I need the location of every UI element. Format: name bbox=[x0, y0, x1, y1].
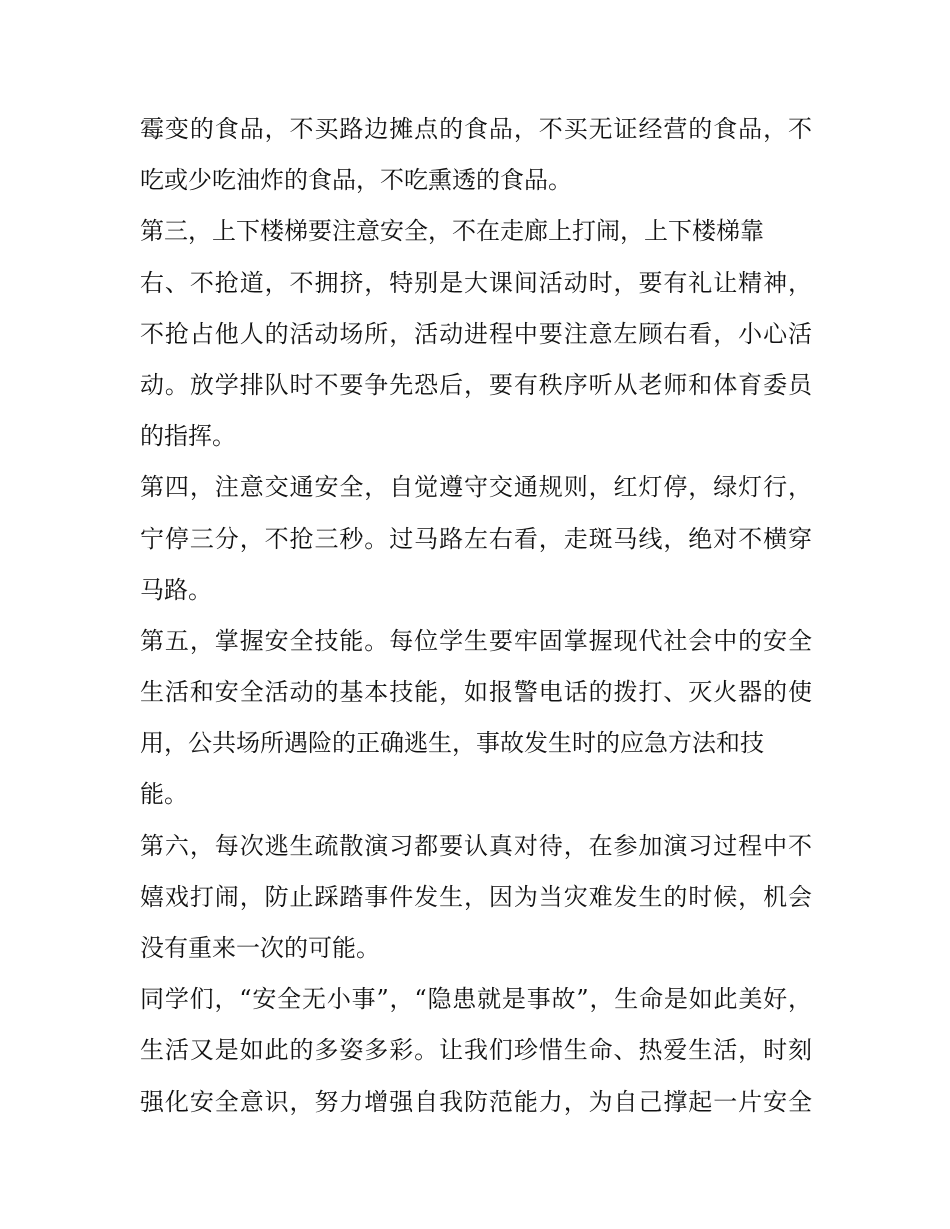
text-line: 能。 bbox=[140, 780, 188, 809]
text-line: 吃或少吃油炸的食品，不吃熏透的食品。 bbox=[140, 166, 572, 195]
text-line: 生活和安全活动的基本技能，如报警电话的拨打、灭火器的使 bbox=[140, 678, 812, 707]
text-line: 用，公共场所遇险的正确逃生，事故发生时的应急方法和技 bbox=[140, 729, 764, 758]
text-line: 霉变的食品，不买路边摊点的食品，不买无证经营的食品，不 bbox=[140, 115, 812, 143]
text-line: 动。放学排队时不要争先恐后，要有秩序听从老师和体育委员 bbox=[140, 370, 812, 399]
text-line: 没有重来一次的可能。 bbox=[140, 934, 380, 962]
text-line: 宁停三分，不抢三秒。过马路左右看，走斑马线，绝对不横穿 bbox=[140, 524, 812, 553]
text-line: 嬉戏打闹，防止踩踏事件发生，因为当灾难发生的时候，机会 bbox=[140, 882, 812, 911]
text-line: 第五，掌握安全技能。每位学生要牢固掌握现代社会中的安全 bbox=[140, 626, 812, 655]
text-line: 生活又是如此的多姿多彩。让我们珍惜生命、热爱生活，时刻 bbox=[140, 1036, 812, 1065]
text-line: 第六，每次逃生疏散演习都要认真对待，在参加演习过程中不 bbox=[140, 831, 812, 860]
text-line: 第三，上下楼梯要注意安全，不在走廊上打闹，上下楼梯靠 bbox=[140, 217, 764, 246]
text-line: 强化安全意识，努力增强自我防范能力，为自己撑起一片安全 bbox=[140, 1087, 812, 1116]
text-line: 第四，注意交通安全，自觉遵守交通规则，红灯停，绿灯行， bbox=[140, 473, 812, 502]
text-line: 右、不抢道，不拥挤，特别是大课间活动时，要有礼让精神， bbox=[140, 268, 812, 297]
text-line: 不抢占他人的活动场所，活动进程中要注意左顾右看，小心活 bbox=[140, 319, 812, 348]
text-line: 的指挥。 bbox=[140, 422, 236, 451]
document-body bbox=[140, 104, 812, 1128]
text-line: 马路。 bbox=[140, 575, 212, 604]
text-line: 同学们，“安全无小事”，“隐患就是事故”，生命是如此美好， bbox=[140, 985, 812, 1014]
